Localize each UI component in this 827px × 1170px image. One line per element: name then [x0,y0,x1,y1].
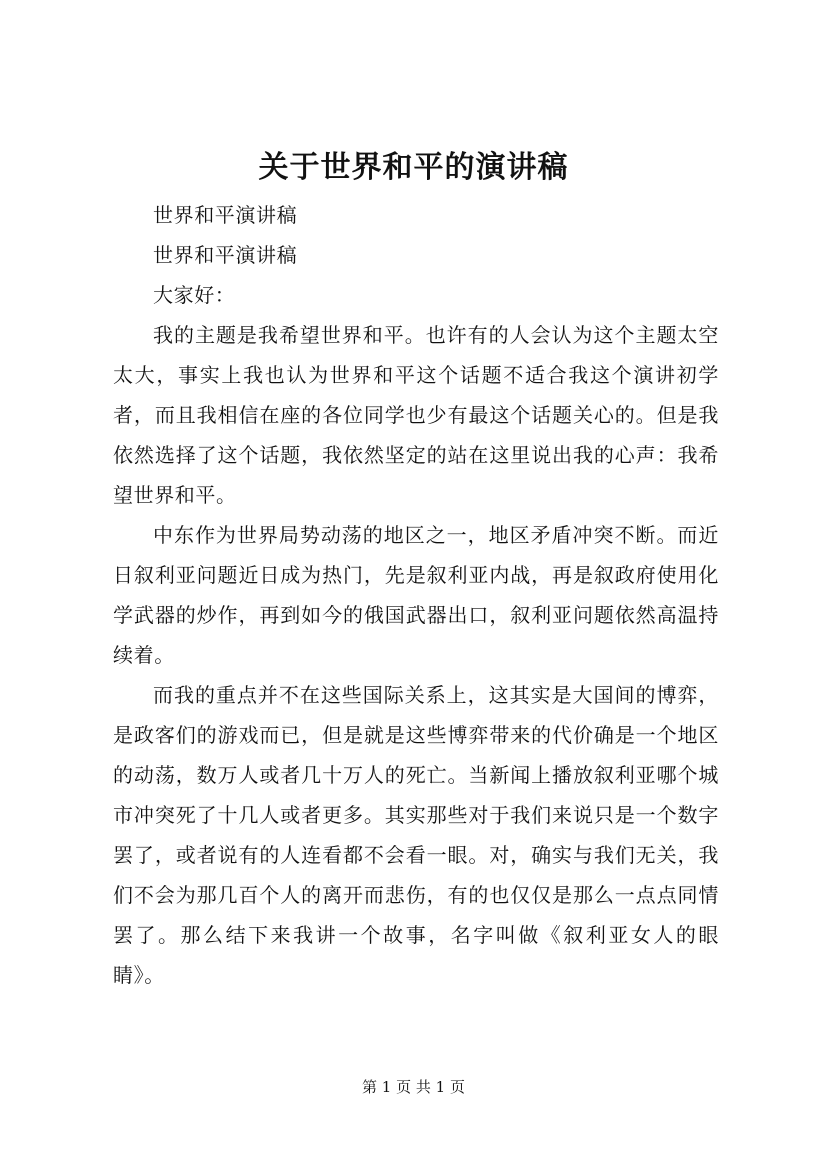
page-footer: 第 1 页 共 1 页 [362,1078,465,1096]
paragraph-focus: 而我的重点并不在这些国际关系上，这其实是大国间的博弈，是政客们的游戏而已，但是就是这些博弈带来的代价确是一个地区的动荡，数万人或者几十万人的死亡。当新闻上播放叙利亚哪个城市冲突死了十几人或者更多。其实那些对于我们来说只是一个数字罢了，或者说有的人连看都不会看一眼。对，确实与我们无关，我们不会为那几百个人的离开而悲伤，有的也仅仅是那么一点点同情罢了。那么结下来我讲一个故事，名字叫做《叙利亚女人的眼睛》。 [113,683,719,987]
document-body [113,195,719,995]
paragraph-greeting: 大家好： [153,283,236,307]
paragraph-middle-east: 中东作为世界局势动荡的地区之一，地区矛盾冲突不断。而近日叙利亚问题近日成为热门，先是叙利亚内战，再是叙政府使用化学武器的炒作，再到如今的俄国武器出口，叙利亚问题依然高温持续着。 [113,523,719,667]
paragraph-subtitle-2: 世界和平演讲稿 [153,243,298,267]
paragraph-subtitle-1: 世界和平演讲稿 [153,203,298,227]
page-title: 关于世界和平的演讲稿 [258,150,569,185]
paragraph-theme: 我的主题是我希望世界和平。也许有的人会认为这个主题太空太大，事实上我也认为世界和平这个话题不适合我这个演讲初学者，而且我相信在座的各位同学也少有最这个话题关心的。但是我依然选择了这个话题，我依然坚定的站在这里说出我的心声：我希望世界和平。 [113,323,719,507]
